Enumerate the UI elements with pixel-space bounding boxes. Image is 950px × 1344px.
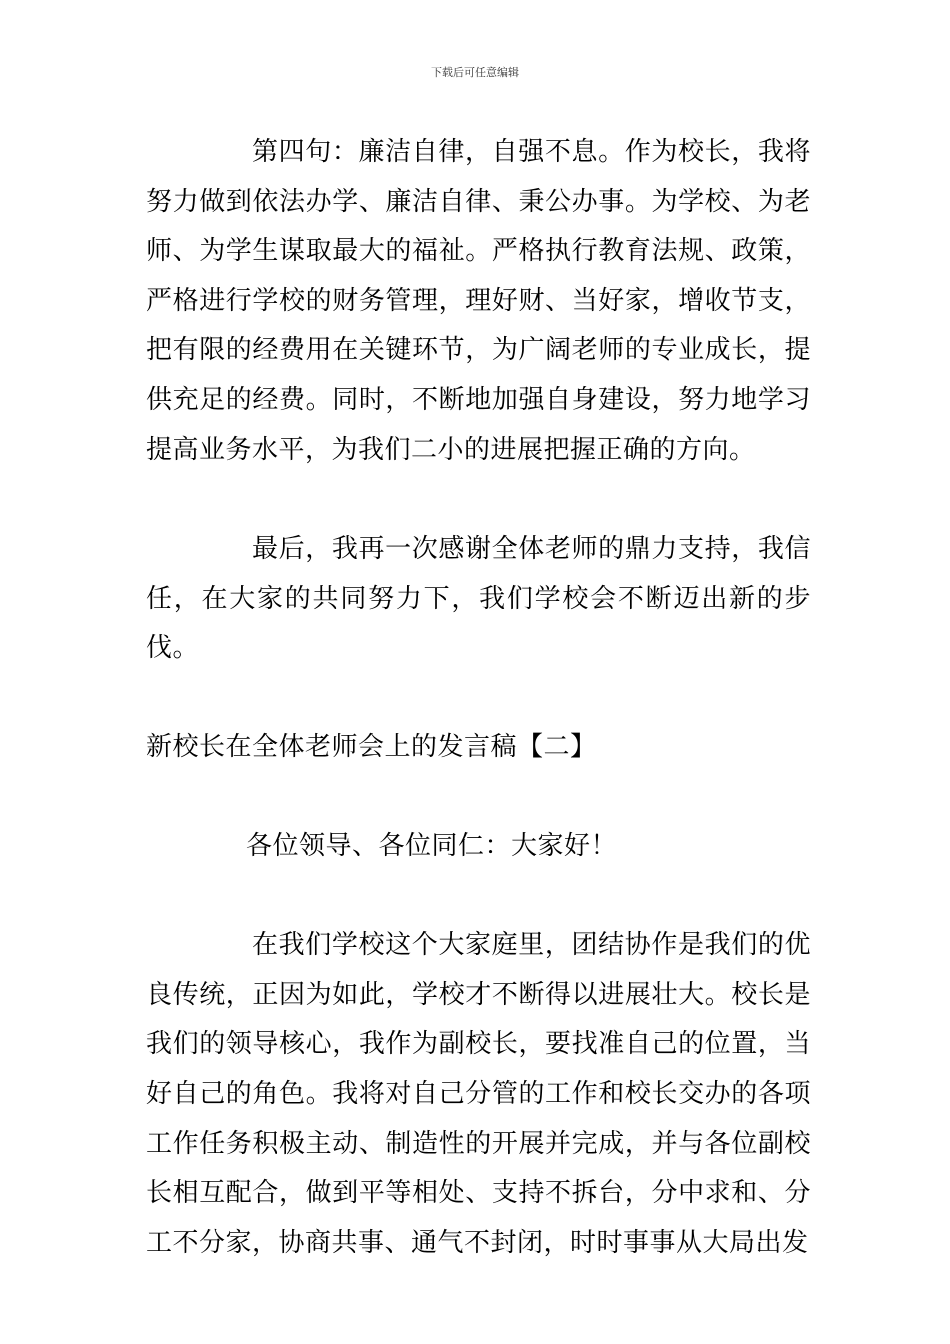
greeting-line: 各位领导、各位同仁：大家好！ <box>246 830 618 861</box>
paragraph-teamwork: 在我们学校这个大家庭里，团结协作是我们的优良传统，正因为如此，学校才不断得以进展壮大。校长是我们的领导核心，我作为副校长，要找准自己的位置，当好自己的角色。我将对自己分管的工作和校长交办的各项工作任务积极主动、制造性的开展并完成，并与各位副校长相互配合，做到平等相处、支持不拆台，分中求和、分工不分家，协商共事、通气不封闭，时时事事从大局出发 <box>146 930 811 1258</box>
section-heading: 新校长在全体老师会上的发言稿【二】 <box>146 731 597 762</box>
paragraph-fourth-point: 第四句：廉洁自律，自强不息。作为校长，我将努力做到依法办学、廉洁自律、秉公办事。为学校、为老师、为学生谋取最大的福祉。严格执行教育法规、政策，严格进行学校的财务管理，理好财、当好家，增收节支，把有限的经费用在关键环节，为广阔老师的专业成长，提供充足的经费。同时，不断地加强自身建设，努力地学习提高业务水平，为我们二小的进展把握正确的方向。 <box>146 137 811 465</box>
paragraph-spacer <box>146 773 811 822</box>
paragraph-closing: 最后，我再一次感谢全体老师的鼎力支持，我信任，在大家的共同努力下，我们学校会不断迈出新的步伐。 <box>146 534 811 664</box>
paragraph-spacer <box>146 871 811 921</box>
page-header-note: 下载后可任意编辑 <box>431 66 519 79</box>
paragraph-spacer <box>146 674 811 723</box>
paragraph-spacer <box>146 475 811 525</box>
document-body <box>146 128 811 1268</box>
